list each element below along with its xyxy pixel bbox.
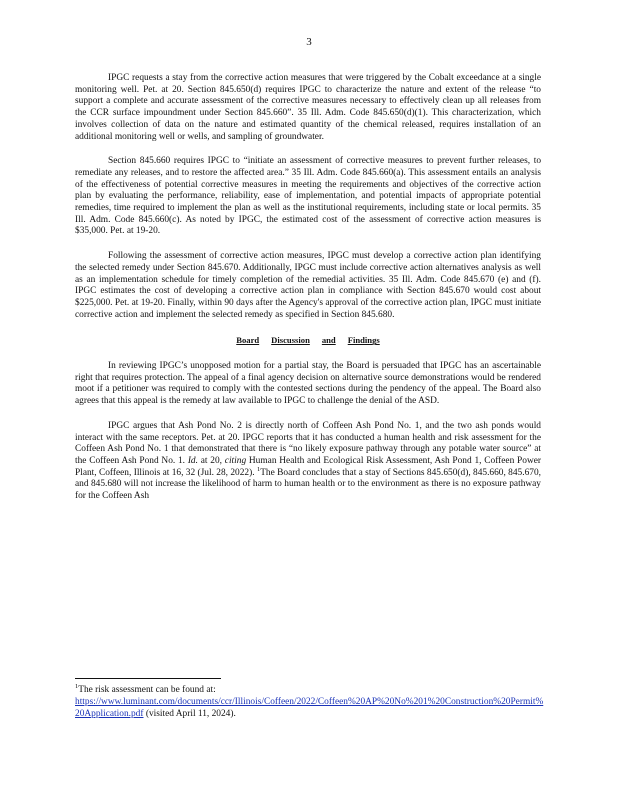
footnote-visited: (visited April 11, 2024). — [145, 709, 236, 719]
footnote — [75, 684, 545, 720]
paragraph-section-845-660: Section 845.660 requires IPGC to “initiate an assessment of corrective measures to prevent further releases, to remediate any releases, and to restore the affected area.” 35 Ill. Adm. Code 845.660(a). This assessment entails an analysis of the effectiveness of potential corrective measures in meeting the requirements and objectives of the corrective action plan by evaluating the performance, reliability, ease of implementation, and potential impacts of appropriate potential remedies, time required to implement the plan as well as the institutional requirements, including state or local permits. 35 Ill. Adm. Code 845.660(c). As noted by IPGC, the estimated cost of the assessment of corrective action measures is $35,000. Pet. at 19-20. — [75, 156, 541, 237]
paragraph-stay-request: IPGC requests a stay from the corrective action measures that were triggered by the Cobalt exceedance at a single monitoring well. Pet. at 20. Section 845.650(d) requires IPGC to characterize the nature and extent of the release “to support a complete and accurate assessment of the corrective measures necessary to effectively clean up all releases from the CCR surface impoundment under Section 845.660”. 35 Ill. Adm. Code 845.650(d)(1). This characterization, which involves collection of data on the nature and estimated quantity of the chemical released, requires installation of an additional monitoring well or wells, and sampling of groundwater. — [75, 73, 541, 142]
heading-word: Board — [236, 335, 260, 346]
page-number: 3 — [306, 36, 312, 48]
text-run: The Board concludes that a stay of Sections 845.650(d), 845.660, 845.670, and 845.680 will not increase the likelihood of harm to human health or to the environment as there is no exposure pathway for the Coffeen Ash — [75, 467, 541, 502]
text-run: Human Health and Ecological Risk Assessment, Ash Pond 1, Coffeen Power Plant, Coffeen, Illinois at 16, 32 (Jul. 28, 2022). — [75, 455, 541, 478]
paragraph-board-persuaded: In reviewing IPGC’s unopposed motion for a partial stay, the Board is persuaded that IPGC has an ascertainable right that requires protection. The appeal of a final agency decision on alternative source demonstrations would be rendered moot if a petitioner was required to comply with the contested sections during the pendency of the appeal. The Board also agrees that this appeal is the remedy at law available to IPGC to challenge the denial of the ASD. — [75, 361, 541, 407]
section-heading-board-discussion — [75, 335, 541, 347]
footnote-reference[interactable]: 1 — [256, 465, 261, 473]
footnote-text: The risk assessment can be found at: — [78, 685, 216, 695]
body-text — [75, 73, 541, 516]
heading-word: Discussion — [271, 335, 310, 346]
footnote-divider — [75, 678, 221, 679]
footnote-marker: 1 — [75, 682, 79, 690]
paragraph-ash-pond — [75, 421, 541, 503]
heading-word: Findings — [347, 335, 380, 346]
paragraph-corrective-action-plan: Following the assessment of corrective action measures, IPGC must develop a corrective action plan identifying the selected remedy under Section 845.670. Additionally, IPGC must include corrective action alternatives analysis as well as an implementation schedule for timely completion of the remedial activities. 35 Ill. Adm. Code 845.670 (e) and (f). IPGC estimates the cost of developing a corrective action plan in compliance with Section 845.670 would cost about $225,000. Pet. at 19-20. Finally, within 90 days after the Agency's approval of the corrective action plan, IPGC must initiate corrective action and implement the selected remedy as specified in Section 845.680. — [75, 251, 541, 320]
footnote-link[interactable]: https://www.luminant.com/documents/ccr/Illinois/Coffeen/2022/Coffeen%20AP%20No%201%20Construction%20Permit%20Application.pdf — [75, 697, 544, 719]
text-run: at 20, — [197, 455, 225, 466]
citation-citing: citing — [224, 455, 247, 466]
citation-id: Id. — [187, 455, 198, 466]
text-run: IPGC argues that Ash Pond No. 2 is directly north of Coffeen Ash Pond No. 1, and the two ash ponds would interact with the same receptors. Pet. at 20. IPGC reports that it has conducted a human health and risk assessment for the Coffeen Ash Pond No. 1 that demonstrated that there is “no likely exposure pathway through any potable water source” at the Coffeen Ash Pond No. 1. — [75, 420, 541, 466]
heading-word: and — [321, 335, 336, 346]
